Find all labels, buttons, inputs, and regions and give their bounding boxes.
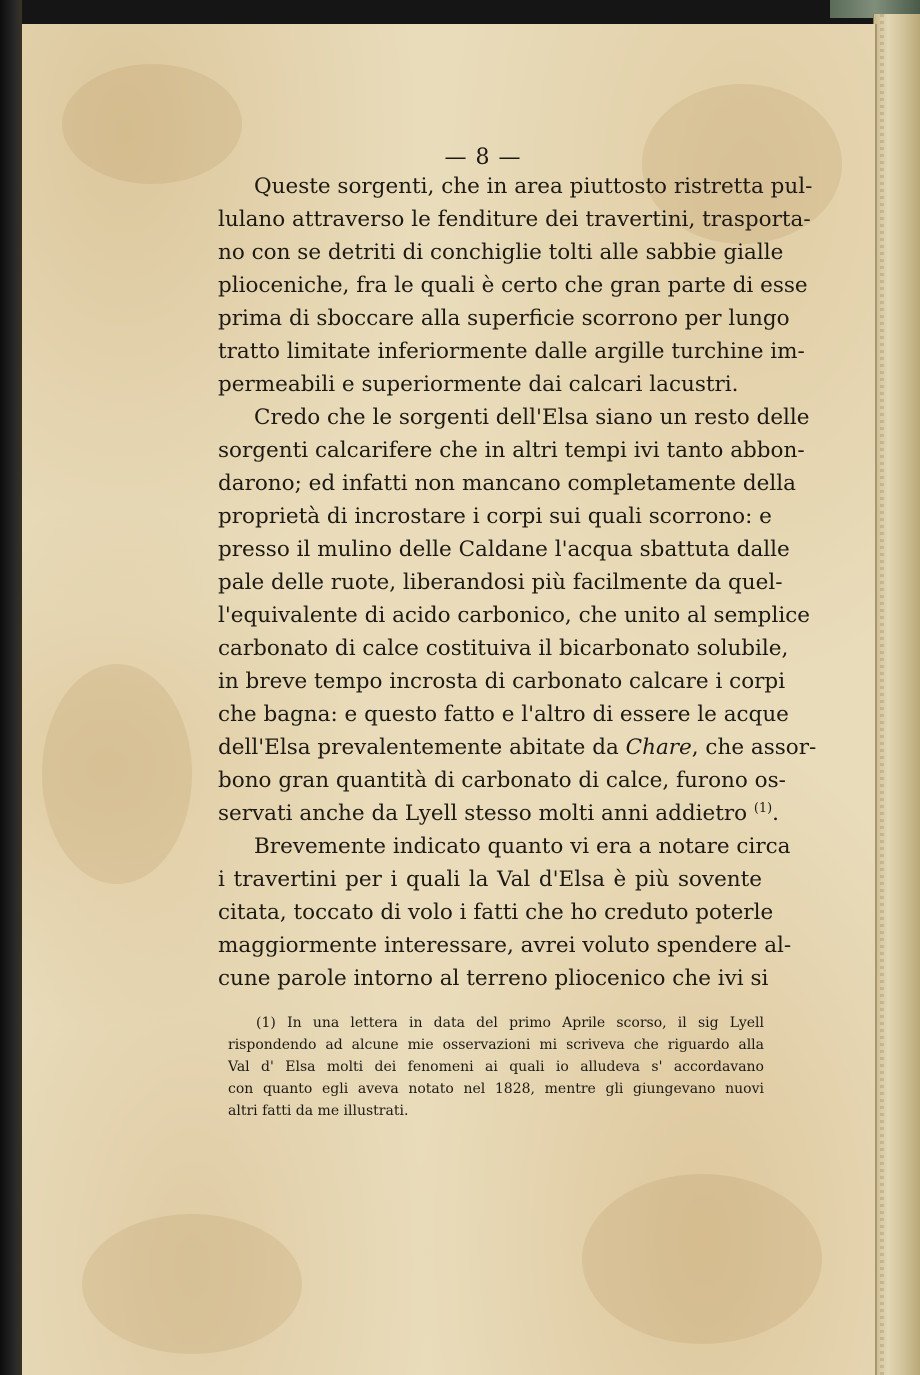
book-binding bbox=[0, 0, 22, 1375]
text-line: no con se detriti di conchiglie tolti alle sabbie gialle bbox=[218, 240, 784, 265]
italic-word: Chare bbox=[625, 735, 692, 760]
text-segment: servati anche da Lyell stesso molti anni addietro bbox=[218, 801, 748, 826]
text-line: l'equivalente di acido carbonico, che unito al semplice bbox=[218, 603, 810, 628]
text-line: prima di sboccare alla superficie scorrono per lungo bbox=[218, 306, 790, 331]
text-line: cune parole intorno al terreno pliocenico che ivi si bbox=[218, 966, 769, 991]
text-line-with-italic bbox=[218, 731, 817, 764]
text-line: permeabili e superiormente dai calcari lacustri. bbox=[218, 372, 739, 397]
text-segment: . bbox=[772, 801, 780, 826]
text-line: proprietà di incrostare i corpi sui quali scorrono: e bbox=[218, 504, 772, 529]
text-segment: , che assor- bbox=[691, 735, 817, 760]
footnote-line bbox=[228, 1012, 764, 1034]
text-line: maggiormente interessare, avrei voluto spendere al- bbox=[218, 933, 792, 958]
text-line: Brevemente indicato quanto vi era a notare circa bbox=[254, 834, 791, 859]
text-line: citata, toccato di volo i fatti che ho creduto poterle bbox=[218, 900, 774, 925]
text-segment: dell'Elsa prevalentemente abitate da bbox=[218, 735, 619, 760]
page-stack-edge bbox=[873, 14, 920, 1375]
page-number: — 8 — bbox=[444, 145, 522, 170]
text-line: in breve tempo incrosta di carbonato calcare i corpi bbox=[218, 669, 786, 694]
text-segment: In una lettera in data del primo Aprile scorso, il sig Lyell bbox=[287, 1015, 764, 1031]
text-line: pale delle ruote, liberandosi più facilmente da quel- bbox=[218, 570, 783, 595]
footnote-line: Val d' Elsa molti dei fenomeni ai quali io alludeva s' accordavano bbox=[228, 1059, 764, 1075]
text-line: i travertini per i quali la Val d'Elsa è più sovente bbox=[218, 867, 762, 892]
text-line: che bagna: e questo fatto e l'altro di essere le acque bbox=[218, 702, 789, 727]
footnote-line: con quanto egli aveva notato nel 1828, mentre gli giungevano nuovi bbox=[228, 1081, 764, 1097]
footnote-marker: (1) bbox=[256, 1015, 276, 1031]
footnote bbox=[228, 1012, 764, 1122]
footnote-line: altri fatti da me illustrati. bbox=[228, 1103, 409, 1119]
text-line: sorgenti calcarifere che in altri tempi ivi tanto abbon- bbox=[218, 438, 805, 463]
text-line: Credo che le sorgenti dell'Elsa siano un resto delle bbox=[254, 405, 810, 430]
text-line: darono; ed infatti non mancano completamente della bbox=[218, 471, 796, 496]
text-line: carbonato di calce costituiva il bicarbonato solubile, bbox=[218, 636, 789, 661]
text-line: bono gran quantità di carbonato di calce, furono os- bbox=[218, 768, 786, 793]
text-line: lulano attraverso le fenditure dei travertini, trasporta- bbox=[218, 207, 811, 232]
footnote-reference: (1) bbox=[753, 800, 773, 816]
text-line: Queste sorgenti, che in area piuttosto ristretta pul- bbox=[254, 174, 813, 199]
body-text bbox=[218, 170, 817, 995]
text-line: plioceniche, fra le quali è certo che gran parte di esse bbox=[218, 273, 808, 298]
footnote-line: rispondendo ad alcune mie osservazioni mi scriveva che riguardo alla bbox=[228, 1037, 764, 1053]
text-line: tratto limitate inferiormente dalle argille turchine im- bbox=[218, 339, 805, 364]
text-line: presso il mulino delle Caldane l'acqua sbattuta dalle bbox=[218, 537, 790, 562]
text-line-with-ref bbox=[218, 797, 780, 830]
